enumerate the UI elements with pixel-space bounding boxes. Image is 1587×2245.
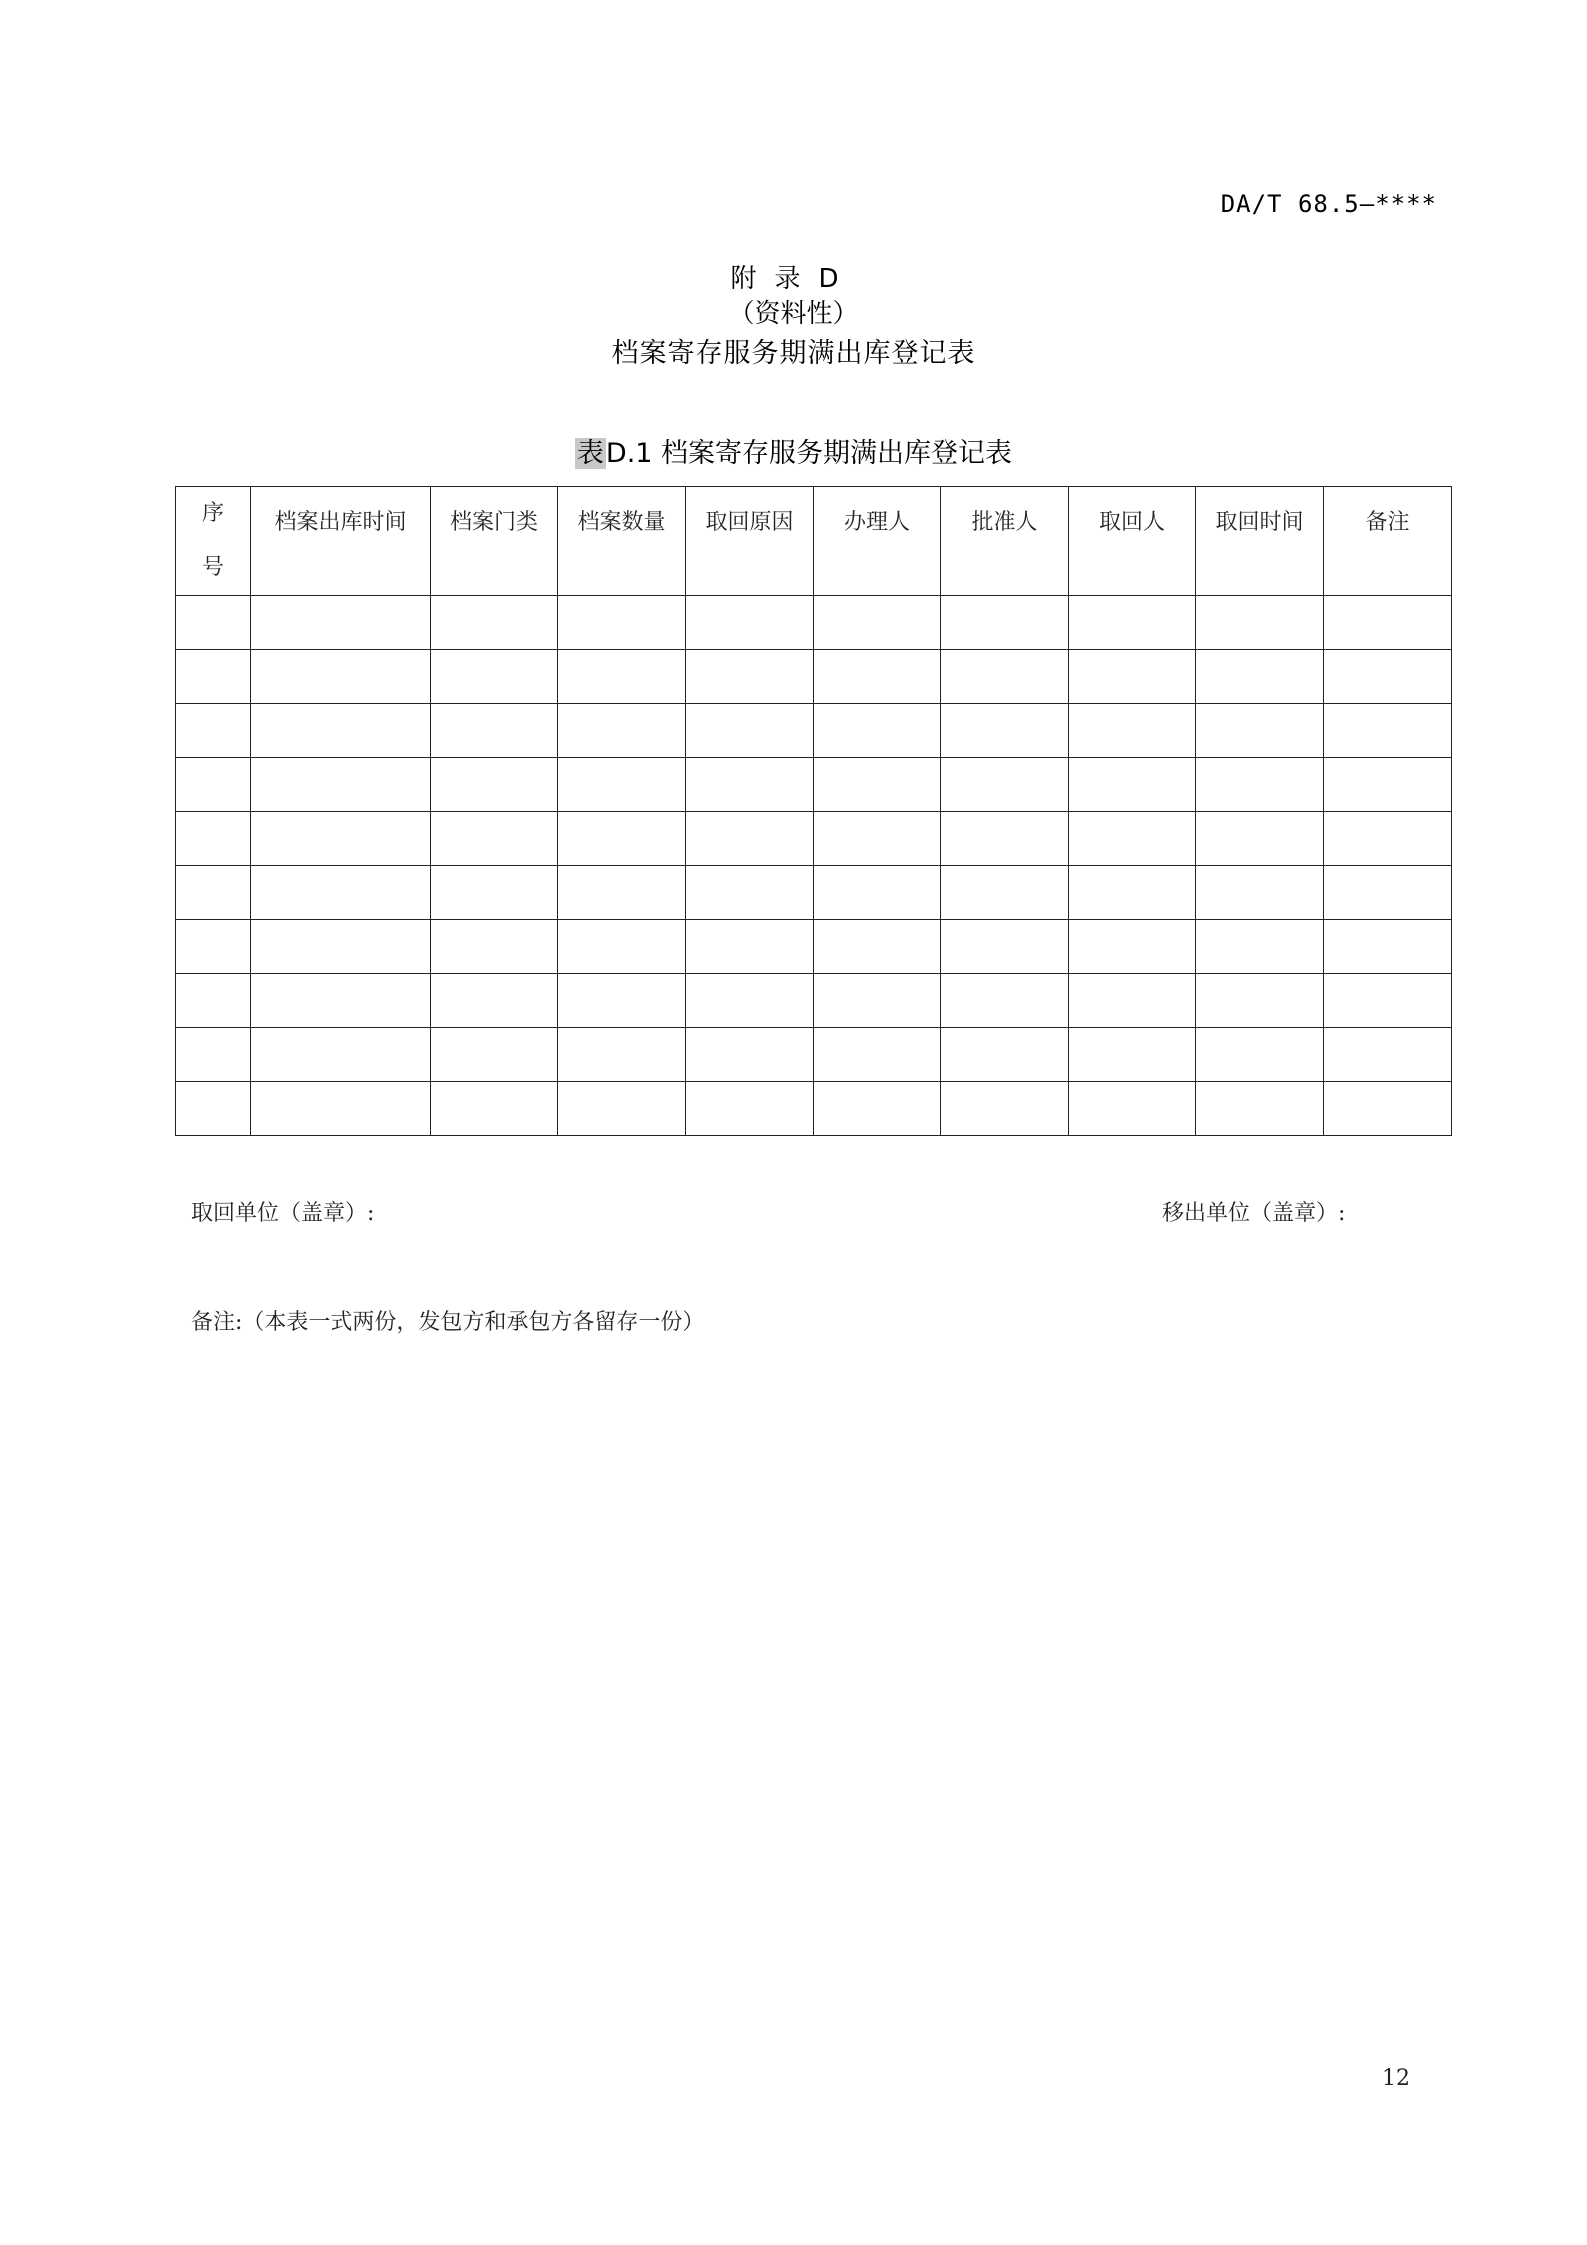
table-cell [814, 650, 941, 704]
table-cell [814, 596, 941, 650]
table-cell [558, 866, 686, 920]
table-cell [176, 1082, 251, 1136]
table-cell [1069, 974, 1196, 1028]
table-caption-text: D.1 档案寄存服务期满出库登记表 [605, 438, 1013, 469]
table-cell [686, 920, 814, 974]
table-cell [251, 974, 431, 1028]
table-cell [814, 866, 941, 920]
table-cell [431, 596, 558, 650]
table-cell [251, 704, 431, 758]
table-cell [941, 1082, 1069, 1136]
table-cell [941, 758, 1069, 812]
table-row [176, 758, 1452, 812]
table-cell [941, 596, 1069, 650]
table-cell [431, 920, 558, 974]
table-cell [176, 974, 251, 1028]
column-header-seq [176, 487, 251, 596]
table-cell [686, 596, 814, 650]
table-cell [686, 758, 814, 812]
table-cell [1069, 812, 1196, 866]
table-cell [176, 1028, 251, 1082]
table-row [176, 596, 1452, 650]
column-header-category: 档案门类 [431, 487, 558, 596]
table-cell [1196, 758, 1324, 812]
table-cell [814, 758, 941, 812]
table-cell [431, 974, 558, 1028]
table-cell [558, 596, 686, 650]
transfer-unit-label: 移出单位（盖章）: [1162, 1201, 1346, 1226]
table-cell [1069, 758, 1196, 812]
table-cell [558, 758, 686, 812]
table-cell [558, 1028, 686, 1082]
table-cell [1324, 596, 1452, 650]
table-cell [431, 866, 558, 920]
table-cell [176, 920, 251, 974]
column-header-approver: 批准人 [941, 487, 1069, 596]
table-cell [941, 866, 1069, 920]
table-cell [814, 920, 941, 974]
table-cell [558, 920, 686, 974]
table-cell [1324, 704, 1452, 758]
table-cell [1324, 812, 1452, 866]
table-cell [558, 650, 686, 704]
table-cell [814, 704, 941, 758]
table-row [176, 650, 1452, 704]
column-header-reason: 取回原因 [686, 487, 814, 596]
table-body [176, 596, 1452, 1136]
table-cell [814, 1082, 941, 1136]
table-cell [686, 704, 814, 758]
column-header-handler: 办理人 [814, 487, 941, 596]
table-cell [686, 974, 814, 1028]
retrieve-unit-label: 取回单位（盖章）: [191, 1201, 375, 1226]
table-row [176, 920, 1452, 974]
table-note: 备注:（本表一式两份，发包方和承包方各留存一份） [191, 1310, 705, 1335]
table-cell [1069, 1028, 1196, 1082]
table-cell [251, 812, 431, 866]
page-number: 12 [1382, 2066, 1410, 2091]
table-cell [176, 704, 251, 758]
table-row [176, 1028, 1452, 1082]
table-row [176, 704, 1452, 758]
column-header-out-time: 档案出库时间 [251, 487, 431, 596]
table-cell [686, 1082, 814, 1136]
table-cell [686, 812, 814, 866]
table-caption-prefix: 表 [576, 438, 604, 469]
table-cell [1069, 1082, 1196, 1136]
table-cell [431, 1082, 558, 1136]
table-cell [941, 920, 1069, 974]
table-cell [431, 812, 558, 866]
table-cell [941, 974, 1069, 1028]
table-row [176, 1082, 1452, 1136]
table-cell [941, 650, 1069, 704]
table-cell [1324, 650, 1452, 704]
table-cell [941, 704, 1069, 758]
appendix-type: （资料性） [728, 299, 859, 329]
table-cell [1069, 704, 1196, 758]
table-cell [814, 1028, 941, 1082]
table-cell [1196, 920, 1324, 974]
table-cell [431, 1028, 558, 1082]
table-cell [251, 1082, 431, 1136]
column-header-retriever: 取回人 [1069, 487, 1196, 596]
table-cell [1069, 920, 1196, 974]
table-cell [431, 650, 558, 704]
table-cell [814, 974, 941, 1028]
column-header-seq-text: 序号 [201, 501, 224, 580]
table-row [176, 812, 1452, 866]
table-cell [686, 1028, 814, 1082]
table-cell [176, 650, 251, 704]
table-cell [686, 650, 814, 704]
table-cell [251, 758, 431, 812]
table-row [176, 974, 1452, 1028]
table-cell [251, 866, 431, 920]
standard-code: DA/T 68.5—**** [1220, 190, 1437, 218]
table-cell [431, 758, 558, 812]
table-cell [1196, 812, 1324, 866]
table-cell [1196, 974, 1324, 1028]
table-cell [941, 812, 1069, 866]
table-cell [176, 866, 251, 920]
table-cell [1069, 650, 1196, 704]
table-cell [1324, 758, 1452, 812]
table-cell [1196, 596, 1324, 650]
table-cell [1196, 704, 1324, 758]
table-cell [1324, 974, 1452, 1028]
table-cell [1324, 1082, 1452, 1136]
table-row [176, 866, 1452, 920]
table-cell [558, 974, 686, 1028]
table-cell [558, 812, 686, 866]
appendix-name: 档案寄存服务期满出库登记表 [611, 338, 976, 369]
table-cell [1069, 866, 1196, 920]
table-cell [1069, 596, 1196, 650]
table-cell [251, 650, 431, 704]
column-header-quantity: 档案数量 [558, 487, 686, 596]
table-cell [176, 596, 251, 650]
table-cell [1324, 1028, 1452, 1082]
table-cell [1196, 650, 1324, 704]
table-cell [176, 758, 251, 812]
table-cell [431, 704, 558, 758]
column-header-remarks: 备注 [1324, 487, 1452, 596]
registration-table [175, 486, 1452, 1136]
table-cell [1196, 866, 1324, 920]
table-cell [251, 596, 431, 650]
table-cell [558, 704, 686, 758]
table-cell [1324, 866, 1452, 920]
appendix-title: 附录D [730, 264, 857, 294]
table-cell [941, 1028, 1069, 1082]
table-cell [1196, 1028, 1324, 1082]
table-header-row [176, 487, 1452, 596]
table-cell [251, 920, 431, 974]
table-cell [814, 812, 941, 866]
table-cell [558, 1082, 686, 1136]
table-cell [686, 866, 814, 920]
table-caption [0, 431, 1587, 470]
column-header-retrieve-time: 取回时间 [1196, 487, 1324, 596]
table-cell [176, 812, 251, 866]
table-cell [1196, 1082, 1324, 1136]
table-cell [1324, 920, 1452, 974]
table-cell [251, 1028, 431, 1082]
